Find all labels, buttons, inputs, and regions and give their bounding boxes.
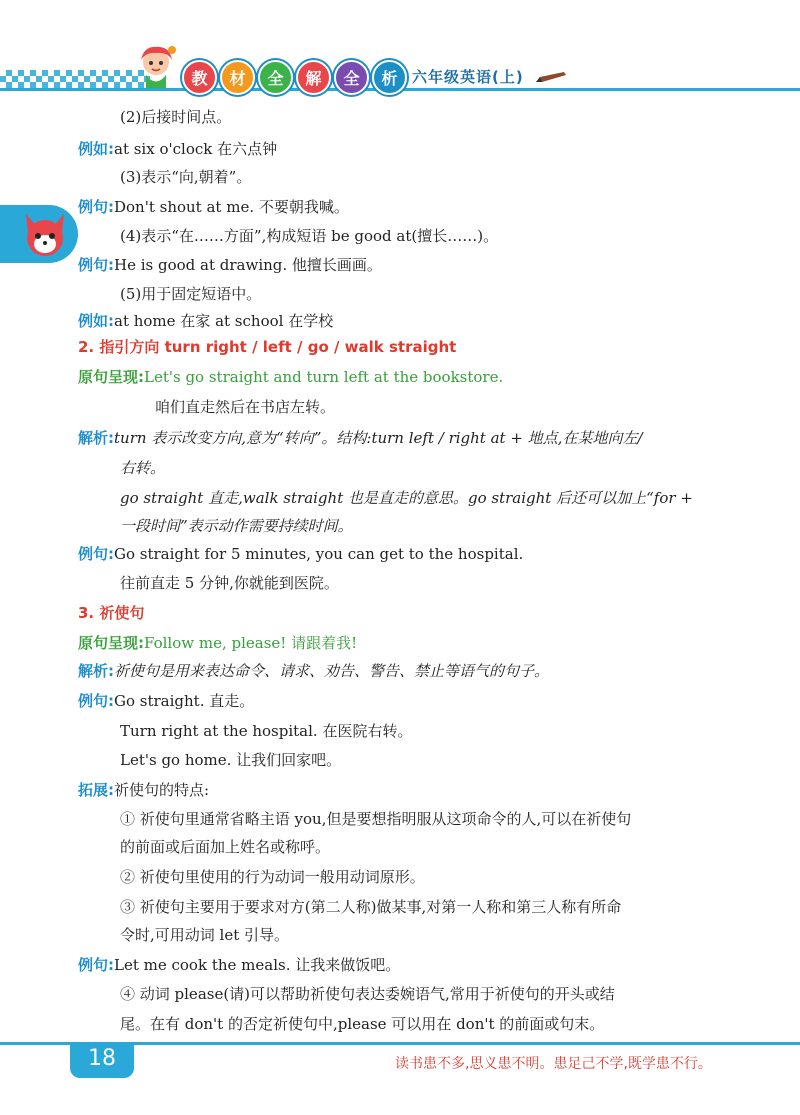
- text-segment: Go straight. 直走。: [114, 692, 255, 710]
- text-line: [120, 1013, 604, 1035]
- example-label: 拓展:: [78, 781, 114, 799]
- footer-motto: 读书患不多,思义患不明。患足己不学,既学患不行。: [395, 1056, 712, 1072]
- text-line: [120, 283, 261, 305]
- text-line: [78, 366, 503, 388]
- text-segment: Go straight for 5 minutes, you can get to the hospital.: [114, 545, 524, 563]
- text-segment: turn 表示改变方向,意为“转向”。结构:turn left / right at + 地点,在某地向左/: [114, 429, 643, 447]
- text-line: [78, 690, 254, 712]
- text-line: [120, 836, 330, 858]
- text-line: [120, 457, 165, 479]
- text-line: [120, 515, 353, 537]
- text-segment: He is good at drawing. 他擅长画画。: [114, 256, 382, 274]
- text-segment: at six o'clock 在六点钟: [114, 140, 278, 158]
- text-segment: 右转。: [120, 459, 166, 477]
- text-segment: Let's go home. 让我们回家吧。: [120, 751, 342, 769]
- text-segment: (5)用于固定短语中。: [120, 285, 262, 303]
- text-line: [120, 924, 289, 946]
- text-segment: ② 祈使句里使用的行为动词一般用动词原形。: [120, 868, 425, 886]
- text-segment: 尾。在有 don't 的否定祈使句中,please 可以用在 don't 的前面或句末。: [120, 1015, 605, 1033]
- text-line: [120, 720, 412, 742]
- title-char: 解: [296, 60, 331, 95]
- text-line: [78, 138, 277, 160]
- text-line: [120, 106, 231, 128]
- text-segment: (2)后接时间点。: [120, 108, 232, 126]
- text-line: [120, 896, 621, 918]
- text-line: [120, 166, 251, 188]
- text-line: [78, 543, 523, 565]
- text-line: [120, 572, 339, 594]
- example-label: 例句:: [78, 198, 114, 216]
- title-char: 材: [220, 60, 255, 95]
- text-segment: Let's go straight and turn left at the bookstore.: [144, 368, 504, 386]
- example-label: 例句:: [78, 545, 114, 563]
- example-label: 例如:: [78, 312, 114, 330]
- example-label: 例句:: [78, 256, 114, 274]
- title-char: 全: [334, 60, 369, 95]
- text-line: [78, 779, 209, 801]
- text-segment: 祈使句是用来表达命令、请求、劝告、警告、禁止等语气的句子。: [114, 662, 550, 680]
- text-segment: ④ 动词 please(请)可以帮助祈使句表达委婉语气,常用于祈使句的开头或结: [120, 985, 615, 1003]
- text-segment: go straight 直走,walk straight 也是直走的意思。go straight 后还可以加上“for +: [120, 489, 693, 507]
- text-line: [155, 396, 335, 418]
- text-segment: 的前面或后面加上姓名或称呼。: [120, 838, 331, 856]
- text-line: [78, 632, 357, 654]
- grade-label: 六年级英语(上): [412, 68, 524, 86]
- page-number: 18: [88, 1046, 116, 1071]
- text-segment: (4)表示“在……方面”,构成短语 be good at(擅长……)。: [120, 227, 499, 245]
- example-label: 例句:: [78, 956, 114, 974]
- text-segment: 令时,可用动词 let 引导。: [120, 926, 290, 944]
- text-line: [78, 954, 400, 976]
- text-segment: ③ 祈使句主要用于要求对方(第二人称)做某事,对第一人称和第三人称有所命: [120, 898, 622, 916]
- text-line: [78, 196, 349, 218]
- original-sentence-label: 原句呈现:: [78, 368, 144, 386]
- text-line: [120, 225, 498, 247]
- text-line: [78, 660, 549, 682]
- text-segment: Let me cook the meals. 让我来做饭吧。: [114, 956, 401, 974]
- text-line: [120, 749, 341, 771]
- example-label: 解析:: [78, 662, 114, 680]
- example-label: 例句:: [78, 692, 114, 710]
- text-line: [78, 310, 333, 332]
- text-segment: (3)表示“向,朝着”。: [120, 168, 252, 186]
- text-line: [120, 487, 693, 509]
- text-segment: Follow me, please! 请跟着我!: [144, 634, 358, 652]
- text-segment: at home 在家 at school 在学校: [114, 312, 334, 330]
- book-title: [182, 60, 407, 95]
- text-segment: Don't shout at me. 不要朝我喊。: [114, 198, 349, 216]
- section-heading: 2. 指引方向 turn right / left / go / walk straight: [78, 338, 457, 356]
- text-line: [78, 254, 382, 276]
- example-label: 解析:: [78, 429, 114, 447]
- title-char: 析: [372, 60, 407, 95]
- checker-decoration: [0, 70, 150, 88]
- text-segment: 祈使句的特点:: [114, 781, 210, 799]
- fox-face-icon: [18, 208, 72, 262]
- text-line: [120, 808, 631, 830]
- text-line: [120, 866, 425, 888]
- title-char: 全: [258, 60, 293, 95]
- example-label: 例如:: [78, 140, 114, 158]
- text-segment: Turn right at the hospital. 在医院右转。: [120, 722, 413, 740]
- text-segment: 一段时间”表示动作需要持续时间。: [120, 517, 353, 535]
- page-header: [0, 0, 800, 100]
- text-segment: ① 祈使句里通常省略主语 you,但是要想指明服从这项命令的人,可以在祈使句: [120, 810, 632, 828]
- text-segment: 往前直走 5 分钟,你就能到医院。: [120, 574, 339, 592]
- original-sentence-label: 原句呈现:: [78, 634, 144, 652]
- text-segment: 咱们直走然后在书店左转。: [155, 398, 336, 416]
- text-line: [120, 983, 615, 1005]
- girl-mascot-icon: [132, 42, 180, 90]
- title-char: 教: [182, 60, 217, 95]
- pen-icon: [534, 70, 568, 84]
- section-heading: 3. 祈使句: [78, 604, 145, 622]
- text-line: [78, 427, 643, 449]
